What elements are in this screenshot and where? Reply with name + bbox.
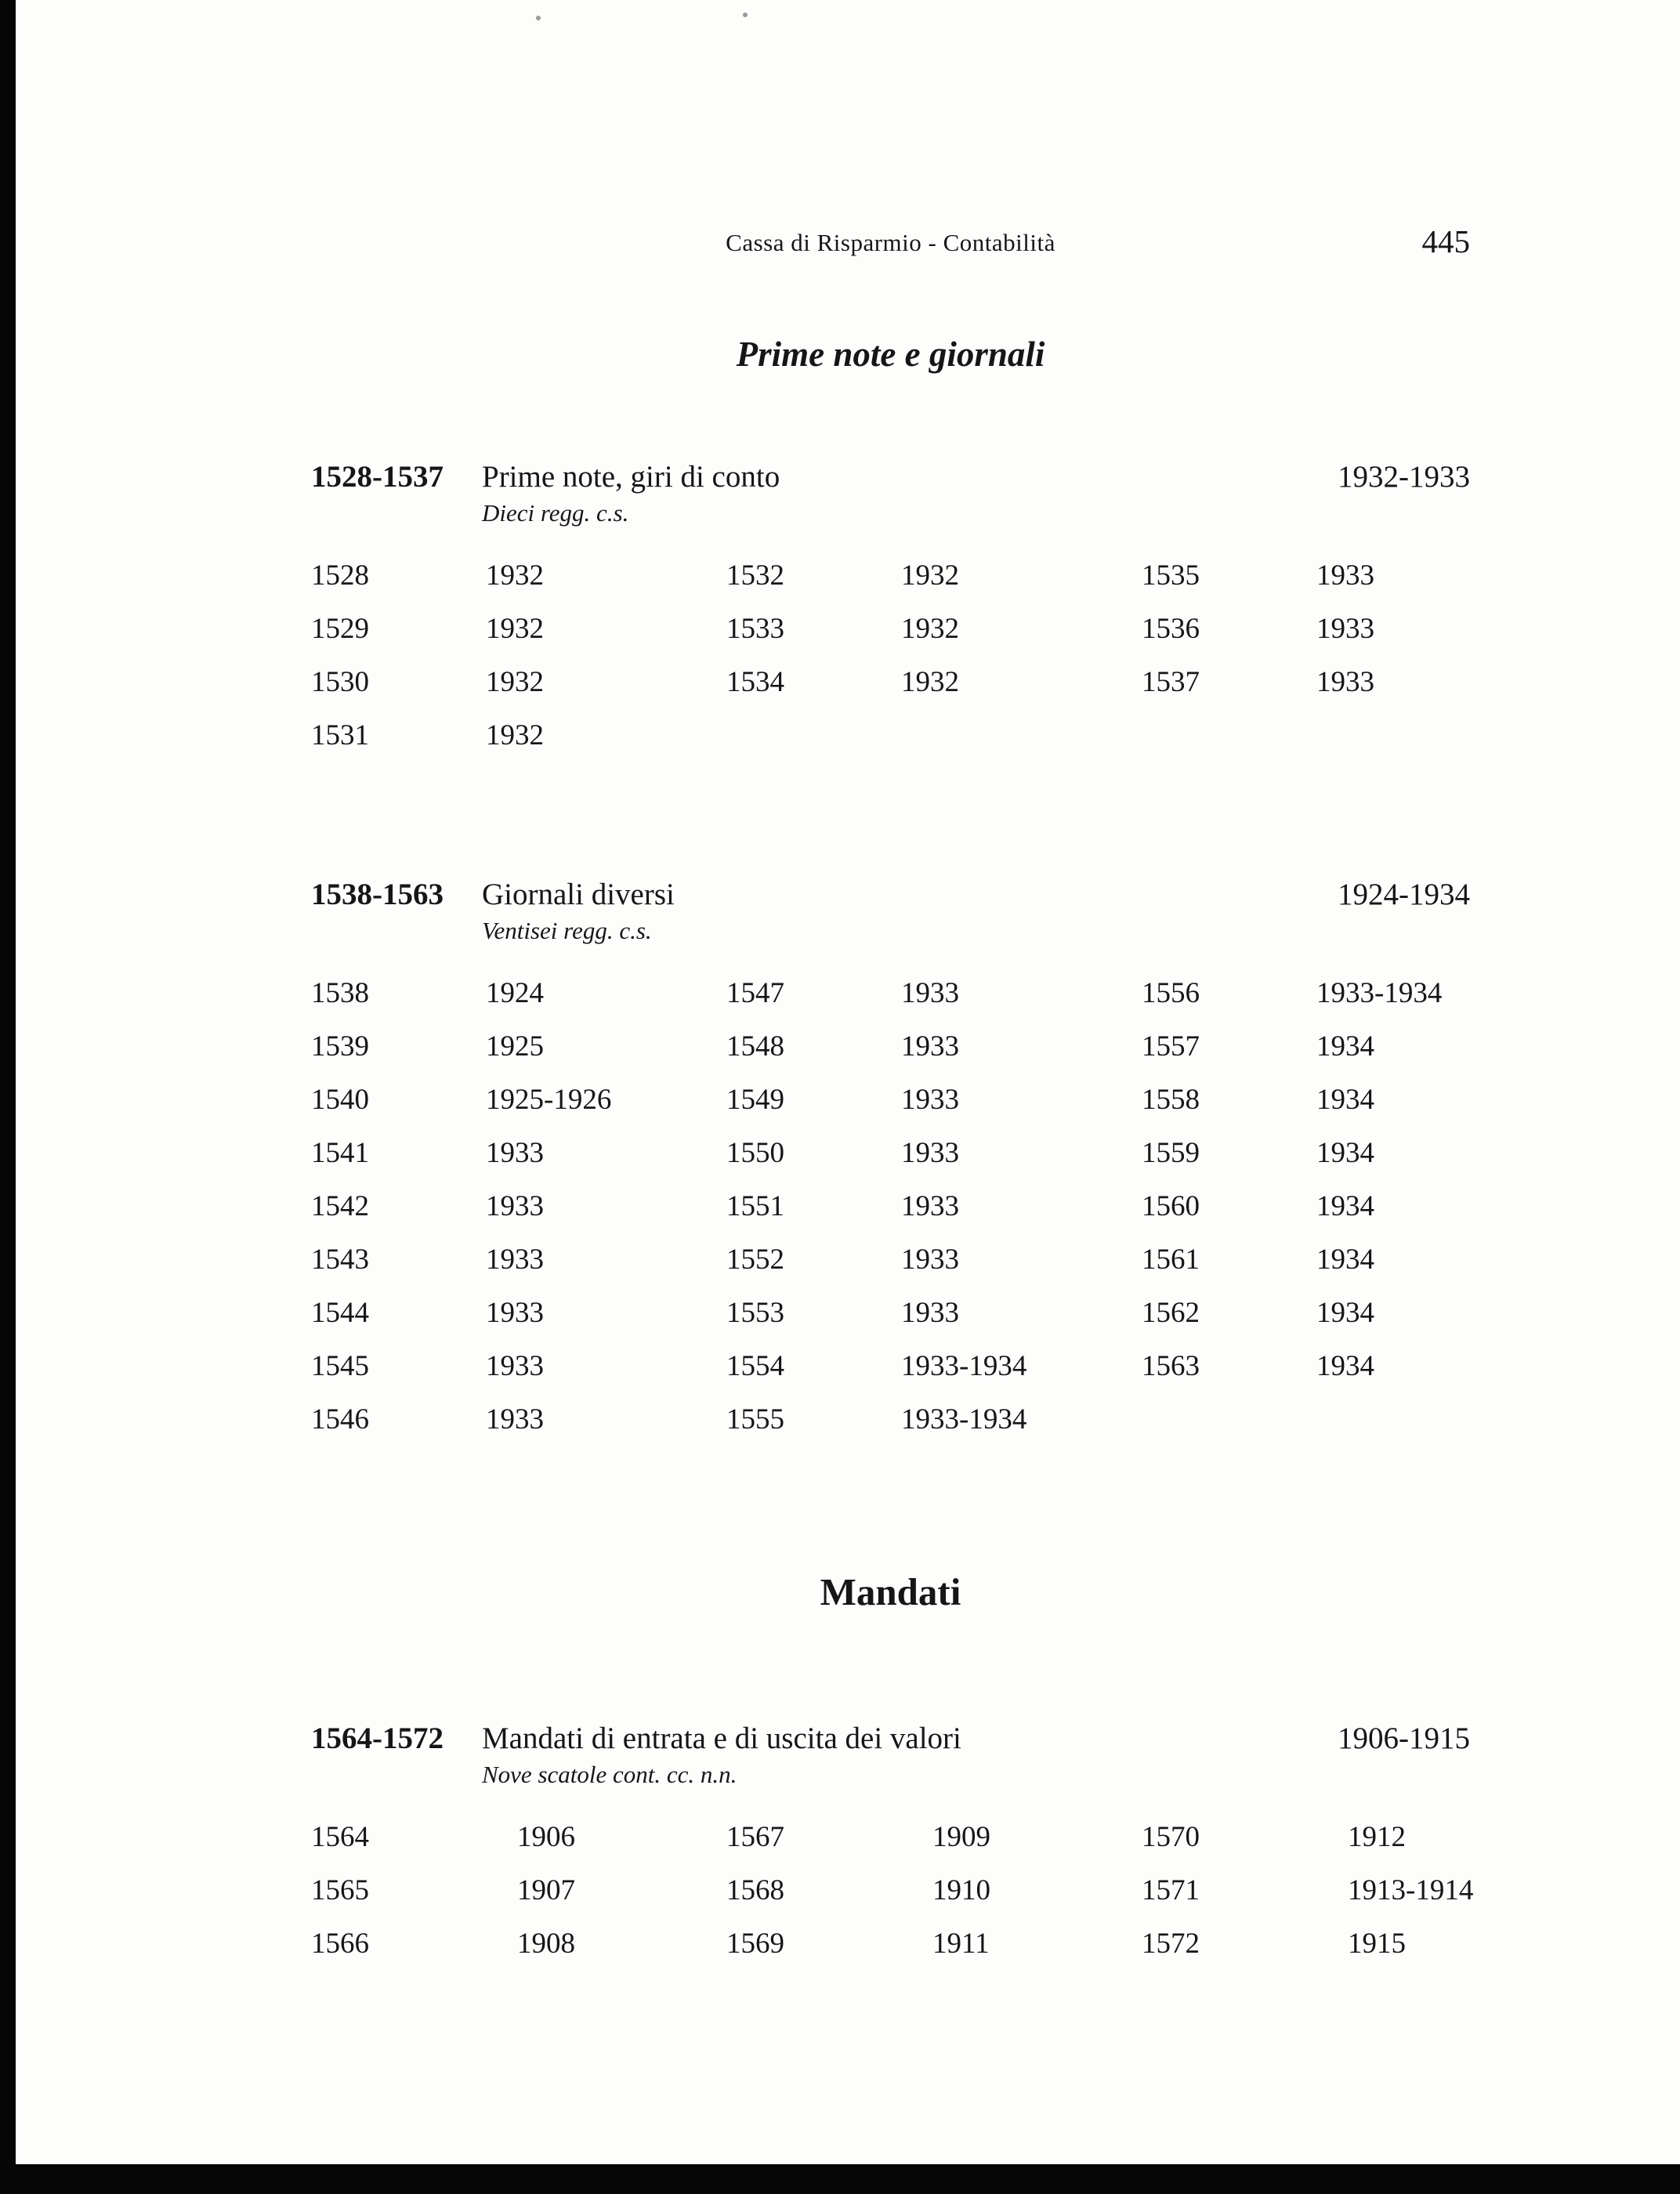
unit-years: 1915 xyxy=(1348,1928,1406,1960)
unit-years: 1934 xyxy=(1316,1190,1374,1222)
unit-number: 1550 xyxy=(726,1137,784,1169)
entry-note: Nove scatole cont. cc. n.n. xyxy=(482,1761,737,1788)
unit-number: 1570 xyxy=(1142,1821,1200,1853)
entry-row xyxy=(311,1020,1470,1073)
entry-row xyxy=(311,603,1470,656)
entry-range: 1538-1563 xyxy=(311,878,444,911)
unit-years: 1933-1934 xyxy=(1316,977,1443,1009)
unit-years: 1932 xyxy=(901,559,959,592)
unit-number: 1529 xyxy=(311,613,369,645)
unit-number: 1560 xyxy=(1142,1190,1200,1222)
unit-number: 1531 xyxy=(311,719,369,751)
unit-years: 1933 xyxy=(901,1030,959,1063)
entry-row xyxy=(311,1917,1470,1971)
unit-number: 1538 xyxy=(311,977,369,1009)
unit-years: 1906 xyxy=(517,1821,575,1853)
unit-years: 1933 xyxy=(486,1244,544,1276)
unit-number: 1569 xyxy=(726,1928,784,1960)
unit-years: 1933-1934 xyxy=(901,1350,1027,1382)
unit-number: 1530 xyxy=(311,666,369,698)
unit-number: 1563 xyxy=(1142,1350,1200,1382)
section-heading xyxy=(311,1720,1470,1758)
unit-number: 1543 xyxy=(311,1244,369,1276)
unit-number: 1565 xyxy=(311,1874,369,1906)
unit-number: 1535 xyxy=(1142,559,1200,592)
entry-row xyxy=(311,1811,1470,1864)
unit-years: 1933 xyxy=(901,1084,959,1116)
unit-number: 1562 xyxy=(1142,1297,1200,1329)
unit-number: 1541 xyxy=(311,1137,369,1169)
entry-title: Giornali diversi xyxy=(482,878,675,911)
unit-number: 1539 xyxy=(311,1030,369,1063)
unit-number: 1558 xyxy=(1142,1084,1200,1116)
entry-title: Prime note, giri di conto xyxy=(482,460,780,494)
unit-number: 1545 xyxy=(311,1350,369,1382)
section-heading xyxy=(311,458,1470,496)
entry-section-prime-note xyxy=(311,458,1470,762)
unit-number: 1568 xyxy=(726,1874,784,1906)
unit-years: 1933 xyxy=(901,977,959,1009)
unit-years: 1932 xyxy=(901,666,959,698)
section-heading xyxy=(311,876,1470,914)
unit-years: 1934 xyxy=(1316,1350,1374,1382)
unit-years: 1932 xyxy=(486,613,544,645)
unit-number: 1528 xyxy=(311,559,369,592)
unit-number: 1566 xyxy=(311,1928,369,1960)
entry-range: 1564-1572 xyxy=(311,1722,444,1755)
unit-years: 1913-1914 xyxy=(1348,1874,1474,1906)
unit-years: 1933-1934 xyxy=(901,1403,1027,1436)
entry-row xyxy=(311,1233,1470,1287)
entry-note: Dieci regg. c.s. xyxy=(482,499,629,527)
entry-title: Mandati di entrata e di uscita dei valori xyxy=(482,1722,961,1755)
unit-years: 1934 xyxy=(1316,1137,1374,1169)
unit-number: 1544 xyxy=(311,1297,369,1329)
unit-number xyxy=(1142,709,1316,762)
unit-years: 1908 xyxy=(517,1928,575,1960)
unit-number: 1561 xyxy=(1142,1244,1200,1276)
unit-years: 1933 xyxy=(1316,613,1374,645)
unit-years: 1933 xyxy=(901,1297,959,1329)
unit-number: 1548 xyxy=(726,1030,784,1063)
unit-years xyxy=(1316,1393,1470,1446)
entry-dates: 1932-1933 xyxy=(1338,460,1470,494)
unit-years: 1933 xyxy=(901,1190,959,1222)
unit-years: 1933 xyxy=(486,1350,544,1382)
entry-row xyxy=(311,1864,1474,1917)
unit-years: 1934 xyxy=(1316,1297,1374,1329)
unit-years: 1910 xyxy=(932,1874,990,1906)
entry-section-giornali-diversi xyxy=(311,876,1470,1446)
unit-years xyxy=(901,709,1142,762)
entry-row xyxy=(311,709,1470,762)
unit-years: 1924 xyxy=(486,977,544,1009)
unit-years: 1933 xyxy=(486,1137,544,1169)
page-number: 445 xyxy=(1421,223,1470,259)
entry-row xyxy=(311,1073,1470,1127)
entry-row xyxy=(311,549,1470,603)
unit-number: 1559 xyxy=(1142,1137,1200,1169)
unit-number: 1567 xyxy=(726,1821,784,1853)
entry-note: Ventisei regg. c.s. xyxy=(482,917,652,944)
unit-number: 1551 xyxy=(726,1190,784,1222)
page-title: Prime note e giornali xyxy=(736,335,1045,375)
scan-edge-bottom xyxy=(0,2164,1680,2194)
unit-number xyxy=(726,709,901,762)
unit-years: 1932 xyxy=(486,666,544,698)
unit-number: 1557 xyxy=(1142,1030,1200,1063)
unit-years: 1909 xyxy=(932,1821,990,1853)
entry-row xyxy=(311,1393,1470,1446)
entry-row xyxy=(311,656,1470,709)
unit-years: 1925 xyxy=(486,1030,544,1063)
unit-number: 1555 xyxy=(726,1403,784,1436)
unit-years: 1912 xyxy=(1348,1821,1406,1853)
unit-number: 1549 xyxy=(726,1084,784,1116)
unit-years: 1933 xyxy=(1316,666,1374,698)
unit-years: 1925-1926 xyxy=(486,1084,612,1116)
scan-edge-left xyxy=(0,0,16,2194)
unit-number: 1536 xyxy=(1142,613,1200,645)
unit-number: 1554 xyxy=(726,1350,784,1382)
entry-dates: 1906-1915 xyxy=(1338,1722,1470,1755)
unit-number: 1572 xyxy=(1142,1928,1200,1960)
entry-row xyxy=(311,967,1470,1020)
entry-row xyxy=(311,1287,1470,1340)
running-header: Cassa di Risparmio - Contabilità xyxy=(726,229,1055,256)
entry-row xyxy=(311,1127,1470,1180)
entry-rows xyxy=(311,1811,1474,1971)
unit-years: 1933 xyxy=(486,1297,544,1329)
unit-number: 1533 xyxy=(726,613,784,645)
entry-rows xyxy=(311,549,1470,762)
unit-number: 1540 xyxy=(311,1084,369,1116)
unit-years: 1932 xyxy=(486,719,544,751)
entry-row xyxy=(311,1340,1470,1393)
unit-number: 1571 xyxy=(1142,1874,1200,1906)
unit-years xyxy=(1316,709,1470,762)
unit-years: 1934 xyxy=(1316,1084,1374,1116)
unit-years: 1934 xyxy=(1316,1244,1374,1276)
scan-speck xyxy=(743,13,748,17)
unit-number: 1564 xyxy=(311,1821,369,1853)
unit-years: 1933 xyxy=(486,1190,544,1222)
unit-years: 1932 xyxy=(901,613,959,645)
entry-dates: 1924-1934 xyxy=(1338,878,1470,911)
unit-years: 1933 xyxy=(901,1244,959,1276)
entry-rows xyxy=(311,967,1470,1446)
unit-years: 1934 xyxy=(1316,1030,1374,1063)
unit-number: 1553 xyxy=(726,1297,784,1329)
unit-number: 1556 xyxy=(1142,977,1200,1009)
mid-heading-mandati: Mandati xyxy=(820,1569,961,1613)
unit-years: 1932 xyxy=(486,559,544,592)
unit-years: 1933 xyxy=(901,1137,959,1169)
entry-range: 1528-1537 xyxy=(311,460,444,494)
entry-section-mandati xyxy=(311,1720,1474,1971)
unit-number: 1532 xyxy=(726,559,784,592)
unit-years: 1911 xyxy=(932,1928,990,1960)
unit-number xyxy=(1142,1393,1316,1446)
unit-number: 1552 xyxy=(726,1244,784,1276)
page-header xyxy=(311,223,1470,276)
scan-speck xyxy=(536,16,541,20)
entry-row xyxy=(311,1180,1470,1233)
unit-number: 1534 xyxy=(726,666,784,698)
unit-years: 1933 xyxy=(486,1403,544,1436)
unit-number: 1547 xyxy=(726,977,784,1009)
unit-years: 1933 xyxy=(1316,559,1374,592)
unit-years: 1907 xyxy=(517,1874,575,1906)
unit-number: 1546 xyxy=(311,1403,369,1436)
unit-number: 1537 xyxy=(1142,666,1200,698)
unit-number: 1542 xyxy=(311,1190,369,1222)
